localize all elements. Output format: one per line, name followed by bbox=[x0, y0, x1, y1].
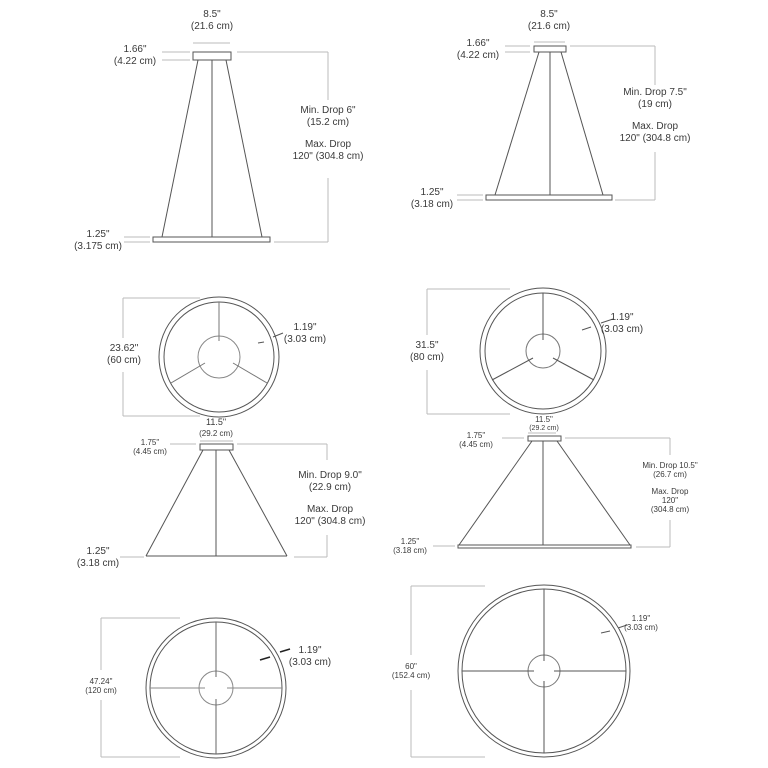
max-drop-value: 120" (304.8 cm) bbox=[292, 151, 364, 162]
dim-cm: (3.175 cm) bbox=[74, 241, 122, 252]
max-drop: Max. Drop bbox=[651, 487, 689, 496]
dim-in: 1.19" bbox=[298, 645, 322, 656]
ring-height-label-3 bbox=[77, 546, 119, 570]
dim-in: 1.75" bbox=[466, 431, 486, 440]
min-drop-cm: (26.7 cm) bbox=[653, 470, 687, 479]
dim-in: 1.25" bbox=[420, 187, 444, 198]
dim-cm: (21.6 cm) bbox=[527, 21, 571, 32]
min-drop-cm: (15.2 cm) bbox=[306, 117, 350, 128]
dim-cm: (3.18 cm) bbox=[76, 558, 120, 569]
dim-in: 8.5" bbox=[540, 9, 558, 20]
pendant-side-view-4 bbox=[433, 433, 670, 548]
dim-cm: (3.18 cm) bbox=[410, 199, 454, 210]
dim-in: 11.5" bbox=[205, 417, 227, 427]
dim-cm: (60 cm) bbox=[107, 355, 141, 366]
drop-label-2 bbox=[620, 87, 691, 145]
min-drop-cm: (19 cm) bbox=[638, 99, 672, 110]
drop-label-1 bbox=[293, 105, 364, 163]
ring-top-view-2 bbox=[427, 288, 613, 414]
dim-in: 1.19" bbox=[631, 614, 651, 623]
ring-height-label-2 bbox=[411, 187, 453, 211]
min-drop: Min. Drop 6" bbox=[300, 105, 356, 116]
max-drop: Max. Drop bbox=[304, 139, 352, 150]
max-drop-value: 120" (304.8 cm) bbox=[294, 516, 366, 527]
canopy-height-label-1 bbox=[114, 44, 156, 68]
max-drop: Max. Drop bbox=[306, 504, 354, 515]
dim-cm: (3.03 cm) bbox=[600, 324, 644, 335]
diameter-label-2 bbox=[410, 340, 444, 364]
dim-in: 60" bbox=[392, 662, 430, 671]
min-drop: Min. Drop 9.0" bbox=[298, 470, 362, 481]
diameter-label-1 bbox=[107, 343, 141, 367]
canopy-height-label-3 bbox=[133, 438, 167, 456]
dim-in: 1.66" bbox=[123, 44, 147, 55]
min-drop: Min. Drop 7.5" bbox=[623, 87, 687, 98]
ring-top-view-3 bbox=[101, 618, 290, 758]
diameter-label-4 bbox=[392, 662, 430, 680]
dim-cm: (152.4 cm) bbox=[391, 671, 431, 680]
dim-cm: (4.22 cm) bbox=[113, 56, 157, 67]
ring-width-label-3 bbox=[289, 645, 331, 669]
canopy-width-label-4 bbox=[529, 415, 559, 433]
ring-top-view-4 bbox=[411, 585, 630, 757]
dim-cm: (120 cm) bbox=[85, 686, 117, 695]
dim-cm: (3.18 cm) bbox=[393, 546, 427, 555]
dim-cm: (3.03 cm) bbox=[283, 334, 327, 345]
canopy-width-label-1 bbox=[191, 9, 233, 33]
dim-cm: (29.2 cm) bbox=[529, 425, 559, 432]
dim-in: 31.5" bbox=[410, 340, 444, 352]
drop-label-3 bbox=[295, 470, 366, 528]
dim-in: 1.66" bbox=[466, 38, 490, 49]
min-drop-cm: (22.9 cm) bbox=[308, 482, 352, 493]
max-drop-value: 120" (304.8 cm) bbox=[619, 133, 691, 144]
dim-cm: (80 cm) bbox=[410, 352, 444, 363]
dim-in: 1.19" bbox=[293, 322, 317, 333]
max-drop: Max. Drop bbox=[631, 121, 679, 132]
canopy-width-label-3 bbox=[199, 416, 233, 440]
dim-cm: (4.45 cm) bbox=[459, 440, 493, 449]
ring-height-label-1 bbox=[74, 229, 122, 253]
dim-in: 23.62" bbox=[107, 343, 141, 355]
max-drop-value: 120" bbox=[661, 496, 679, 505]
dim-cm: (4.22 cm) bbox=[456, 50, 500, 61]
ring-height-label-4 bbox=[393, 537, 427, 555]
dim-in: 1.75" bbox=[140, 438, 160, 447]
dim-in: 8.5" bbox=[203, 9, 221, 20]
dim-in: 1.25" bbox=[86, 546, 110, 557]
dim-in: 1.25" bbox=[86, 229, 110, 240]
canopy-height-label-2 bbox=[457, 38, 499, 62]
canopy-width-label-2 bbox=[528, 9, 570, 33]
ring-top-view-1 bbox=[123, 297, 283, 417]
ring-width-label-1 bbox=[284, 322, 326, 346]
ring-width-label-4 bbox=[624, 614, 658, 632]
dim-cm: (29.2 cm) bbox=[199, 429, 233, 438]
min-drop: Min. Drop 10.5" bbox=[642, 461, 698, 470]
diameter-label-3 bbox=[85, 677, 117, 695]
dim-cm: (21.6 cm) bbox=[190, 21, 234, 32]
dim-cm: (4.45 cm) bbox=[133, 447, 167, 456]
canopy-height-label-4 bbox=[459, 431, 493, 449]
dim-cm: (3.03 cm) bbox=[288, 657, 332, 668]
max-drop-cm: (304.8 cm) bbox=[650, 505, 690, 514]
dim-in: 11.5" bbox=[535, 415, 553, 424]
dim-in: 1.25" bbox=[400, 537, 420, 546]
dim-cm: (3.03 cm) bbox=[624, 623, 658, 632]
ring-width-label-2 bbox=[601, 312, 643, 336]
dim-in: 1.19" bbox=[610, 312, 634, 323]
drop-label-4 bbox=[642, 461, 697, 514]
dim-in: 47.24" bbox=[85, 677, 117, 686]
